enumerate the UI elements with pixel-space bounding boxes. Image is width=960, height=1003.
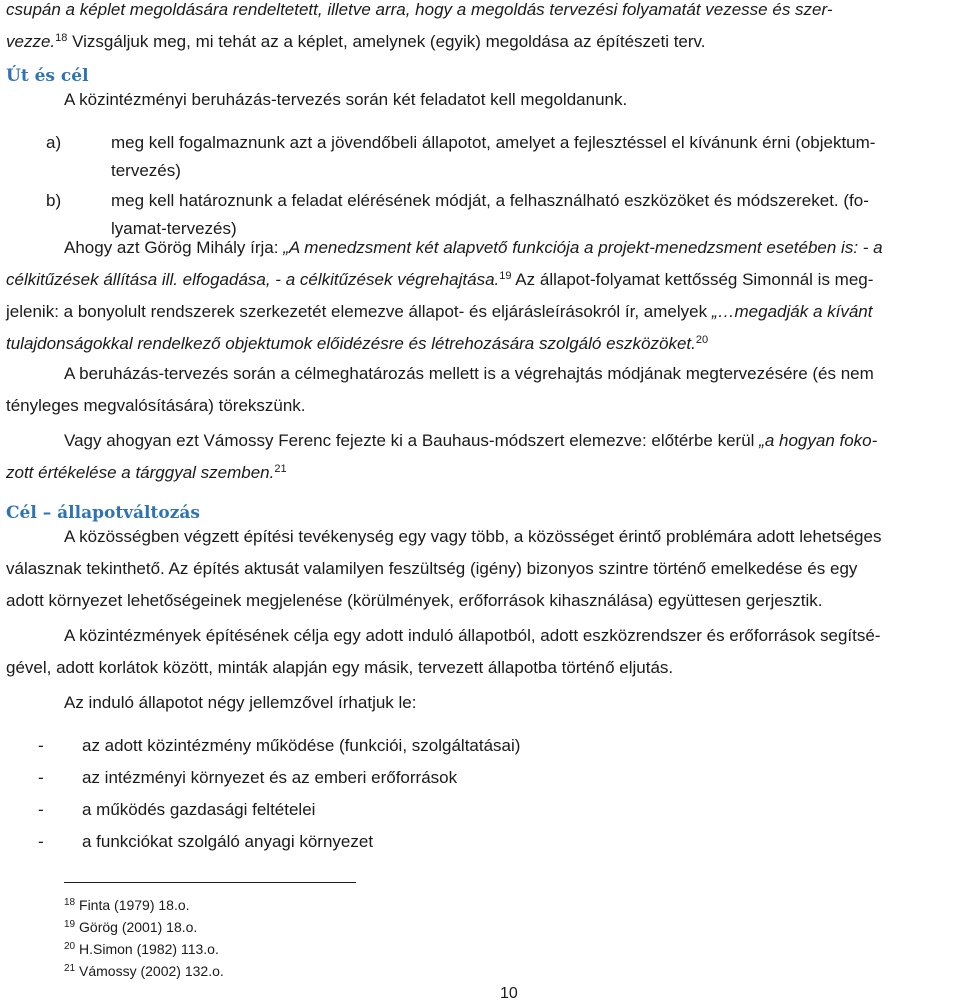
footnote-ref-18[interactable]: 18 (55, 32, 68, 44)
footnote-19 (64, 916, 197, 938)
list-dash-marker: - (38, 800, 44, 819)
list-item-text: a működés gazdasági feltételei (82, 800, 316, 819)
quote-l2-italic: célkitűzések állítása ill. elfogadása, - a célkitűzések végrehajtása. (6, 270, 500, 289)
para3-l2-italic: zott értékelése a tárggyal szemben. (6, 463, 275, 482)
para3-l1-italic: „a hogyan foko- (759, 431, 878, 450)
footnote-number: 21 (64, 963, 76, 974)
list-marker-a: a) (46, 133, 62, 152)
s2-para2-line-1: A közintézmények építésének célja egy adott induló állapotból, adott eszközrendszer és erőforrások segítsé- (64, 626, 881, 645)
list-item-text: az adott közintézmény működése (funkciói, szolgáltatásai) (82, 736, 521, 755)
footnote-ref-20[interactable]: 20 (695, 334, 709, 346)
section-heading-ut-es-cel: Út és cél (6, 66, 89, 86)
intro-line-1: csupán a képlet megoldására rendeltetett, illetve arra, hogy a megoldás tervezési folyamatát vezesse és szer- (6, 0, 833, 19)
para2-line-2: tényleges megvalósítására) törekszünk. (6, 396, 306, 415)
footnote-separator (64, 882, 356, 883)
quote-paragraph (6, 232, 954, 360)
section1-lead-text: A közintézményi beruházás-tervezés során két feladatot kell megoldanunk. (64, 90, 628, 109)
intro-paragraph (6, 0, 954, 58)
footnote-text: Görög (2001) 18.o. (75, 919, 198, 935)
s2-para1-line-1: A közösségben végzett építési tevékenység egy vagy több, a közösséget érintő problémára adott lehetséges (64, 527, 882, 546)
footnote-20 (64, 938, 219, 960)
footnote-number: 19 (64, 919, 76, 930)
footnote-text: Finta (1979) 18.o. (75, 897, 190, 913)
s2-para2-line-2: gével, adott korlátok között, minták alapján egy másik, tervezett állapotba történő eljutás. (6, 658, 674, 677)
list-dash-marker: - (38, 768, 44, 787)
intro-line-2-rest: Vizsgáljuk meg, mi tehát az a képlet, amelynek (egyik) megoldása az építészeti terv. (67, 32, 706, 51)
footnote-ref-19[interactable]: 19 (499, 270, 512, 282)
section2-paragraph-1 (6, 521, 954, 617)
list-item-text: az intézményi környezet és az emberi erőforrások (82, 768, 458, 787)
quote-l3-italic: „…megadják a kívánt (711, 302, 873, 321)
list-item-a-line-1: meg kell fogalmaznunk azt a jövendőbeli állapotot, amelyet a fejlesztéssel el kívánunk érni (objektum- (111, 133, 876, 152)
paragraph-beruhazas-tervezes (6, 358, 954, 422)
footnote-text: H.Simon (1982) 113.o. (75, 941, 219, 957)
list-item-b-line-2: lyamat-tervezés) (111, 219, 237, 238)
footnote-18 (64, 894, 190, 916)
list-marker-b: b) (46, 191, 62, 210)
quote-l2-plain: Az állapot-folyamat kettősség Simonnál is meg- (511, 270, 874, 289)
page-number: 10 (500, 985, 518, 1002)
section2-paragraph-2 (6, 620, 954, 684)
list-item-a-line-2: tervezés) (111, 161, 181, 180)
footnote-number: 20 (64, 941, 76, 952)
list-item-text: a funkciókat szolgáló anyagi környezet (82, 832, 374, 851)
footnote-ref-21[interactable]: 21 (274, 463, 287, 475)
section1-lead (6, 84, 954, 116)
list-item-b-line-1: meg kell határoznunk a feladat elérésének módját, a felhasználható eszközöket és módszereket. (fo- (111, 191, 869, 210)
s2-para1-line-3: adott környezet lehetőségeinek megjelenése (körülmények, erőforrások kihasználása) együttesen gerjesztik. (6, 591, 823, 610)
quote-l3-plain: jelenik: a bonyolult rendszerek szerkezetét elemezve állapot- és eljárásleírásokról ír, amelyek (6, 302, 712, 321)
section-heading-cel-allapotvaltozas: Cél – állapotváltozás (6, 503, 200, 523)
footnote-21 (64, 960, 224, 982)
intro-line-2-italic: vezze. (6, 32, 56, 51)
section2-paragraph-3 (6, 687, 954, 719)
quote-l1-italic: „A menedzsment két alapvető funkciója a projekt-menedzsment esetében is: - a (283, 238, 883, 257)
list-dash-marker: - (38, 736, 44, 755)
quote-l4-italic: tulajdonságokkal rendelkező objektumok előidézésre és létrehozására szolgáló eszközöket. (6, 334, 696, 353)
para3-l1-plain: Vagy ahogyan ezt Vámossy Ferenc fejezte ki a Bauhaus-módszert elemezve: előtérbe kerül (64, 431, 760, 450)
footnote-number: 18 (64, 897, 76, 908)
s2-para3-text: Az induló állapotot négy jellemzővel írhatjuk le: (64, 693, 417, 712)
s2-para1-line-2: válasznak tekinthető. Az építés aktusát valamilyen feszültség (igény) bizonyos szintre történő emelkedése és egy (6, 559, 858, 578)
list-dash-marker: - (38, 832, 44, 851)
footnote-text: Vámossy (2002) 132.o. (75, 963, 224, 979)
para2-line-1: A beruházás-tervezés során a célmeghatározás mellett is a végrehajtás módjának megtervezésére (és nem (64, 364, 874, 383)
quote-l1-plain: Ahogy azt Görög Mihály írja: (64, 238, 284, 257)
paragraph-vamossy (6, 425, 954, 489)
